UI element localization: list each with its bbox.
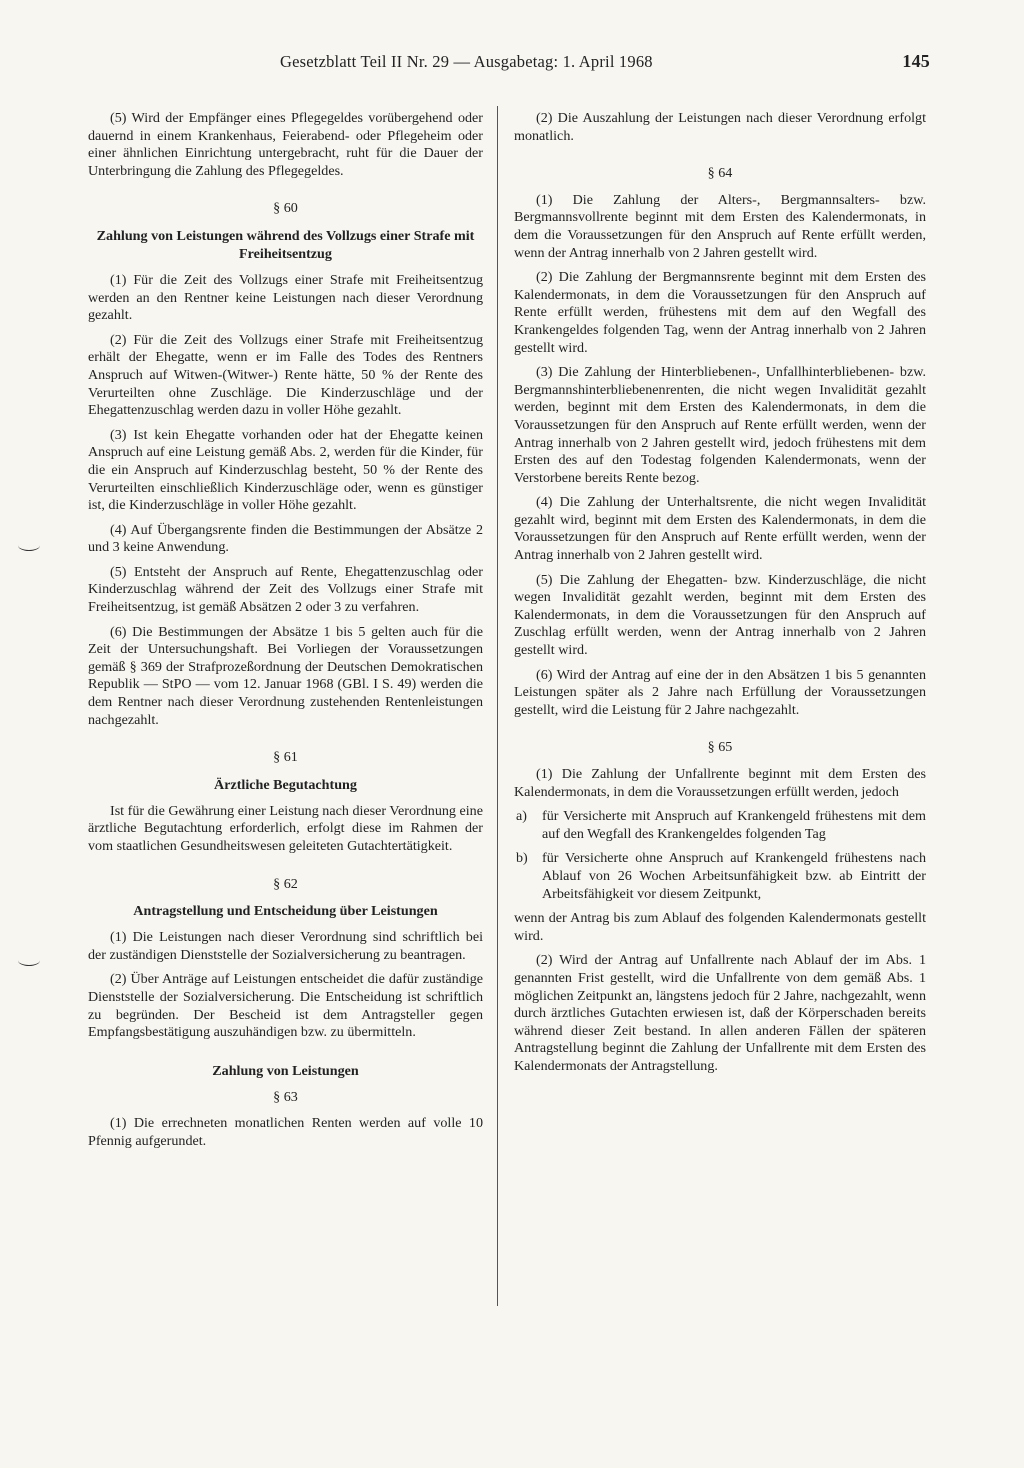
paragraph: (5) Entsteht der Anspruch auf Rente, Ehegattenzuschlag oder Kinderzuschlag während der Zeit des Vollzugs einer Strafe mit Freiheitsentzug, ist gemäß Absätzen 2 oder 3 zu verfahren.	[88, 563, 483, 616]
list-item	[514, 850, 926, 903]
right-column	[514, 110, 926, 1083]
list-item-label: b)	[516, 850, 528, 867]
paragraph: (5) Wird der Empfänger eines Pflegegeldes vorübergehend oder dauernd in einem Krankenhaus, Feierabend- oder Pflegeheim oder einer ähnlichen Einrichtung untergebracht, ruht für die Dauer der Unterbringung die Zahlung des Pflegegeldes.	[88, 110, 483, 179]
paragraph: (3) Die Zahlung der Hinterbliebenen-, Unfallhinterbliebenen- bzw. Bergmannshinterbliebenenrenten, die nicht wegen Invalidität gezahlt werden, beginnt mit dem Ersten des Kalendermonats, in dem die Voraussetzungen für den Anspruch auf Rente erfüllt werden, wenn der Antrag innerhalb von 2 Jahren gestellt wird, jedoch frühestens mit dem Ersten des auf den Todestag folgenden Kalendermonats, wenn der Verstorbene bereits Rente bezog.	[514, 364, 926, 486]
section-heading: Ärztliche Begutachtung	[214, 776, 357, 793]
paragraph: (2) Wird der Antrag auf Unfallrente nach Ablauf der im Abs. 1 genannten Frist gestellt, wird die Unfallrente von dem gemäß Abs. 1 möglichen Zeitpunkt an, längstens jedoch für 2 Jahre, nachgezahlt, wenn durch ärztliches Gutachten erwiesen ist, daß der Körperschaden bereits während dieser Zeit bestand. In allen anderen Fällen der späteren Antragstellung beginnt die Zahlung der Unfallrente mit dem Ersten des Kalendermonats der Antragstellung.	[514, 952, 926, 1074]
margin-mark	[18, 540, 40, 551]
section-number: § 61	[273, 749, 298, 766]
section-number: § 65	[707, 739, 733, 756]
paragraph: (2) Für die Zeit des Vollzugs einer Strafe mit Freiheitsentzug erhält der Ehegatte, wenn er im Falle des Todes des Rentners Anspruch auf Witwen-(Witwer-) Rente hätte, 50 % der Rente des Verurteilten ohne Zuschläge. Die Kinderzuschläge und der Ehegattenzuschlag werden dazu in voller Höhe gezahlt.	[88, 331, 483, 419]
margin-mark	[18, 955, 40, 966]
section-number: § 60	[273, 200, 298, 217]
list-item	[514, 808, 926, 843]
paragraph: (4) Auf Übergangsrente finden die Bestimmungen der Absätze 2 und 3 keine Anwendung.	[88, 521, 483, 556]
section-number: § 62	[273, 875, 298, 892]
list-item-label: a)	[516, 808, 527, 825]
section-heading: Antragstellung und Entscheidung über Leistungen	[133, 903, 438, 920]
subsection-heading: Zahlung von Leistungen	[212, 1062, 359, 1079]
paragraph: (1) Die Zahlung der Unfallrente beginnt mit dem Ersten des Kalendermonats, in dem die Voraussetzungen erfüllt werden, jedoch	[514, 766, 926, 800]
paragraph: Ist für die Gewährung einer Leistung nach dieser Verordnung eine ärztliche Begutachtung erforderlich, erfolgt diese im Rahmen der vom staatlichen Gesundheitswesen geleiteten Gutachtertätigkeit.	[88, 802, 483, 854]
paragraph: (1) Für die Zeit des Vollzugs einer Strafe mit Freiheitsentzug werden an den Rentner keine Leistungen nach dieser Verordnung gezahlt.	[88, 271, 483, 324]
gazette-title: Gesetzblatt Teil II Nr. 29 — Ausgabetag: 1. April 1968	[280, 52, 653, 71]
paragraph: (6) Wird der Antrag auf eine der in den Absätzen 1 bis 5 genannten Leistungen später als 2 Jahre nach Erfüllung der Voraussetzungen gestellt, wird die Leistung für 2 Jahre nachgezahlt.	[514, 666, 926, 718]
section-number: § 63	[273, 1088, 298, 1105]
section-heading: Zahlung von Leistungen während des Vollzugs einer Strafe mit Freiheitsentzug	[96, 227, 475, 262]
paragraph: (2) Über Anträge auf Leistungen entscheidet die dafür zuständige Dienststelle der Sozialversicherung. Die Entscheidung ist schriftlich zu begründen. Der Bescheid ist dem Antragsteller gegen Empfangsbestätigung auszuhändigen bzw. zu übermitteln.	[88, 971, 483, 1041]
left-column	[88, 110, 483, 1158]
paragraph: (3) Ist kein Ehegatte vorhanden oder hat der Ehegatte keinen Anspruch auf eine Leistung gemäß Abs. 2, werden für die Kinder, für die ein Anspruch auf Kinderzuschlag besteht, 50 % der Rente des Verurteilten einschließlich Kinderzuschläge oder, wenn es günstiger ist, die Kinderzuschläge in voller Höhe gezahlt.	[88, 426, 483, 514]
paragraph: (2) Die Auszahlung der Leistungen nach dieser Verordnung erfolgt monatlich.	[514, 110, 926, 144]
paragraph: (1) Die Leistungen nach dieser Verordnung sind schriftlich bei der zuständigen Dienststelle der Sozialversicherung zu beantragen.	[88, 929, 483, 963]
paragraph: (4) Die Zahlung der Unterhaltsrente, die nicht wegen Invalidität gezahlt wird, beginnt mit dem Ersten des Kalendermonats, in dem die Voraussetzungen für den Anspruch auf Rente erfüllt werden, wenn der Antrag innerhalb von 2 Jahren gestellt wird.	[514, 494, 926, 564]
paragraph: (6) Die Bestimmungen der Absätze 1 bis 5 gelten auch für die Zeit der Untersuchungshaft. Bei Vorliegen der Voraussetzungen gemäß § 369 der Strafprozeßordnung der Deutschen Demokratischen Republik — StPO — vom 12. Januar 1968 (GBl. I S. 49) werden die dem Rentner nach dieser Verordnung zustehenden Rentenleistungen nachgezahlt.	[88, 623, 483, 728]
page-header	[240, 52, 930, 78]
page-number: 145	[902, 51, 930, 71]
list-item-text: für Versicherte ohne Anspruch auf Krankengeld frühestens nach Ablauf von 26 Wochen Arbeitsunfähigkeit bzw. ab Eintritt der Arbeitsfähigkeit vor diesem Zeitpunkt,	[542, 850, 926, 902]
paragraph: (1) Die errechneten monatlichen Renten werden auf volle 10 Pfennig aufgerundet.	[88, 1115, 483, 1149]
list-item-text: für Versicherte mit Anspruch auf Krankengeld frühestens mit dem auf den Wegfall des Krankengeldes folgenden Tag	[542, 808, 926, 842]
paragraph: (2) Die Zahlung der Bergmannsrente beginnt mit dem Ersten des Kalendermonats, in dem die Voraussetzungen für den Anspruch auf Rente erfüllt werden, frühestens mit dem auf den Wegfall des Krankengeldes folgenden Tag, wenn der Antrag innerhalb von 2 Jahren gestellt wird.	[514, 269, 926, 356]
section-number: § 64	[707, 165, 733, 182]
column-divider	[497, 106, 498, 1306]
paragraph: (5) Die Zahlung der Ehegatten- bzw. Kinderzuschläge, die nicht wegen Invalidität gezahlt werden, beginnt mit dem Ersten des Kalendermonats, in dem die Voraussetzungen für den Anspruch auf Zuschlag erfüllt werden, wenn der Antrag innerhalb von 2 Jahren gestellt wird.	[514, 571, 926, 659]
paragraph: wenn der Antrag bis zum Ablauf des folgenden Kalendermonats gestellt wird.	[514, 910, 926, 944]
paragraph: (1) Die Zahlung der Alters-, Bergmannsalters- bzw. Bergmannsvollrente beginnt mit dem Ersten des Kalendermonats, in dem die Voraussetzungen für den Anspruch auf Rente erfüllt werden, wenn der Antrag innerhalb von 2 Jahren gestellt wird.	[514, 191, 926, 261]
